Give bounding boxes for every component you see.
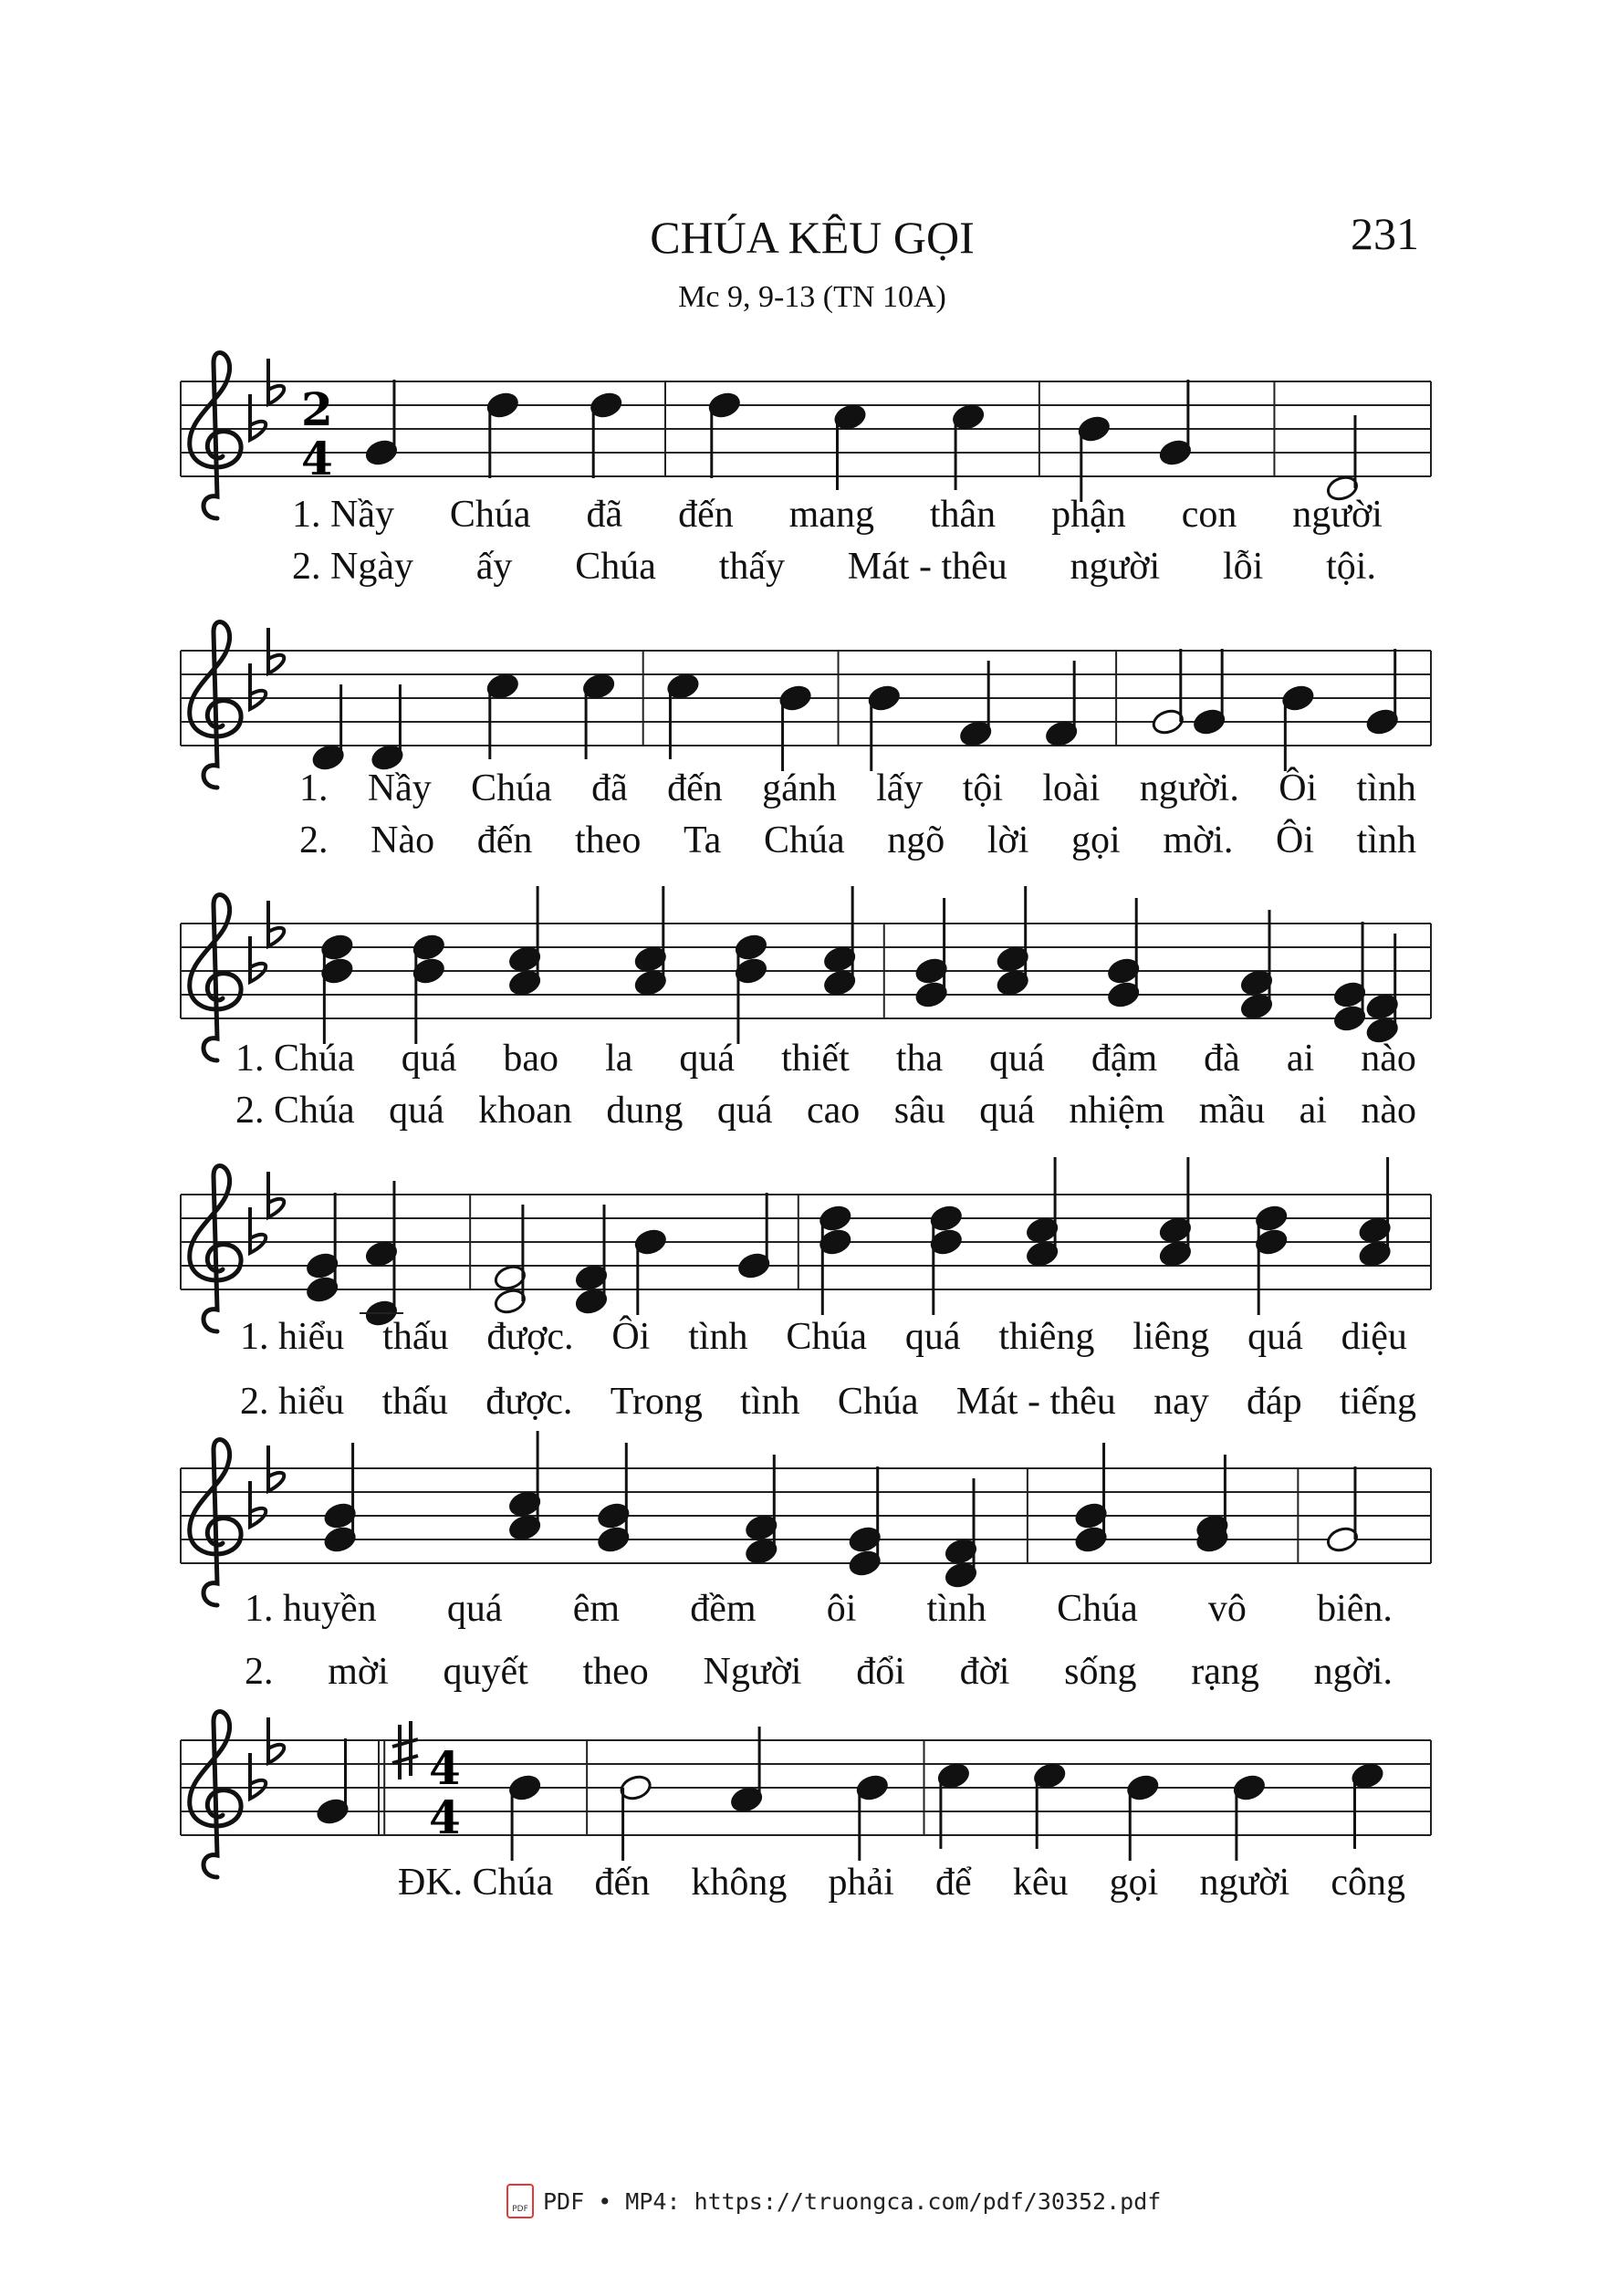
lyric-word: 2. Ngày [292, 546, 413, 588]
lyric-line [235, 1037, 1416, 1080]
lyric-word: gánh [762, 767, 837, 809]
lyric-word: diệu [1341, 1316, 1407, 1358]
lyric-word: quá [679, 1038, 736, 1080]
lyric-word: tình [926, 1588, 986, 1630]
lyric-word: mang [788, 494, 874, 536]
lyric-word: kêu [1012, 1862, 1069, 1904]
lyric-word: nào [1361, 1090, 1416, 1132]
lyric-word: ĐK. Chúa [398, 1862, 554, 1904]
lyric-word: quá [716, 1090, 773, 1132]
lyric-word: thấu [382, 1316, 449, 1358]
lyric-word: quá [446, 1588, 503, 1630]
lyric-word: 2. Chúa [235, 1090, 355, 1132]
lyric-word: tình [1356, 819, 1416, 861]
lyric-word: lỗi [1223, 546, 1264, 588]
lyric-word: không [691, 1862, 788, 1904]
lyric-word: ai [1299, 1090, 1327, 1132]
lyric-word: Ôi [1279, 767, 1318, 809]
lyric-word: rạng [1191, 1651, 1259, 1693]
lyric-word: Chúa [471, 767, 552, 809]
time-signature: 2 [301, 382, 333, 436]
lyric-word: quá [904, 1316, 961, 1358]
lyric-line [398, 1861, 1405, 1905]
lyric-word: lời [986, 819, 1029, 861]
sharp-icon [392, 1721, 418, 1779]
lyric-word: Nào [371, 819, 435, 861]
lyric-word: tội [962, 767, 1004, 809]
lyric-word: thiết [781, 1038, 850, 1080]
lyric-word: loài [1042, 767, 1101, 809]
lyric-word: Ôi [611, 1316, 651, 1358]
lyric-word: 1. Chúa [235, 1038, 355, 1080]
lyric-word: Người [703, 1651, 802, 1693]
lyric-word: tội. [1326, 546, 1376, 588]
lyric-word: nhiệm [1069, 1090, 1165, 1132]
treble-clef-icon [190, 894, 241, 1060]
lyric-word: sâu [893, 1090, 945, 1132]
lyric-word: phận [1051, 494, 1126, 536]
lyric-word: quá [389, 1090, 444, 1132]
flat-icon [250, 663, 266, 709]
lyric-line [245, 1650, 1393, 1694]
lyric-word: Ta [683, 819, 722, 861]
lyric-word: mời [328, 1651, 389, 1693]
lyric-word: 2. [245, 1651, 274, 1693]
lyric-word: tình [1356, 767, 1416, 809]
lyric-word: nay [1153, 1381, 1209, 1423]
song-subtitle: Mc 9, 9-13 (TN 10A) [678, 280, 946, 314]
lyric-word: đềm [690, 1588, 757, 1630]
lyric-word: tiếng [1340, 1381, 1416, 1423]
lyric-word: 1. hiểu [240, 1316, 345, 1358]
flat-icon [250, 1207, 266, 1253]
lyric-line [292, 493, 1383, 537]
flat-icon [250, 936, 266, 982]
lyric-word: quá [401, 1038, 457, 1080]
lyric-word: la [605, 1038, 633, 1080]
lyric-word: người [1199, 1862, 1290, 1904]
lyric-word: sống [1064, 1651, 1137, 1693]
lyric-word: 2. [299, 819, 329, 861]
lyric-line [292, 545, 1376, 589]
lyric-word: theo [575, 819, 642, 861]
treble-clef-icon [190, 352, 241, 518]
lyric-word: đáp [1247, 1381, 1302, 1423]
lyric-word: cao [806, 1090, 861, 1132]
lyric-word: Trong [610, 1381, 703, 1423]
lyric-word: Mát - thêu [847, 546, 1007, 588]
lyric-word: gọi [1071, 819, 1121, 861]
lyric-word: quá [1247, 1316, 1303, 1358]
lyric-word: con [1181, 494, 1237, 536]
time-signature: 4 [429, 1741, 461, 1795]
lyric-word: êm [572, 1588, 620, 1630]
lyric-word: Chúa [1057, 1588, 1138, 1630]
lyric-word: đến [667, 767, 723, 809]
time-signature: 4 [301, 432, 333, 485]
lyric-word: đã [591, 767, 628, 809]
lyric-word: Chúa [786, 1316, 868, 1358]
lyric-word: dung [606, 1090, 684, 1132]
lyric-word: thiêng [998, 1316, 1095, 1358]
lyric-word: mầu [1198, 1090, 1266, 1132]
lyric-word: người. [1139, 767, 1239, 809]
lyric-word: gọi [1109, 1862, 1159, 1904]
lyric-word: thân [929, 494, 997, 536]
lyric-line [245, 1587, 1393, 1631]
lyric-word: quá [979, 1090, 1035, 1132]
lyric-word: quá [989, 1038, 1045, 1080]
lyric-word: khoan [478, 1090, 572, 1132]
lyric-word: ấy [475, 546, 513, 588]
lyric-word: Nầy [367, 767, 432, 809]
lyric-word: mời. [1163, 819, 1234, 861]
lyric-word: tình [740, 1381, 800, 1423]
flat-icon [250, 394, 266, 440]
footer [506, 2184, 1161, 2218]
lyric-word: đến [594, 1862, 651, 1904]
treble-clef-icon [190, 1711, 241, 1877]
lyric-word: đến [476, 819, 533, 861]
lyric-word: người [1292, 494, 1383, 536]
lyric-word: tha [895, 1038, 944, 1080]
lyric-word: đổi [856, 1651, 905, 1693]
lyric-word: biên. [1317, 1588, 1393, 1630]
lyric-word: nào [1361, 1038, 1416, 1080]
lyric-word: công [1331, 1862, 1405, 1904]
lyric-word: để [934, 1862, 972, 1904]
time-signature: 4 [429, 1790, 461, 1844]
lyric-word: vô [1207, 1588, 1247, 1630]
lyric-word: ôi [826, 1588, 857, 1630]
lyric-word: 1. [299, 767, 329, 809]
lyric-word: lấy [876, 767, 924, 809]
lyric-word: đời [959, 1651, 1010, 1693]
pdf-icon[interactable]: PDF [506, 2184, 534, 2218]
lyric-word: quyết [443, 1651, 528, 1693]
lyric-word: người [1070, 546, 1161, 588]
lyric-word: ngời. [1313, 1651, 1393, 1693]
lyric-word: thấu [381, 1381, 448, 1423]
lyric-line [240, 1315, 1407, 1359]
lyric-line [235, 1089, 1416, 1132]
lyric-line [299, 819, 1416, 862]
lyric-line [240, 1380, 1416, 1424]
lyric-word: 2. hiểu [240, 1381, 345, 1423]
lyric-word: Ôi [1276, 819, 1315, 861]
lyric-word: đậm [1091, 1038, 1158, 1080]
lyric-word: đã [586, 494, 623, 536]
lyric-word: đến [678, 494, 734, 536]
page-number: 231 [1351, 208, 1419, 259]
lyric-word: tình [688, 1316, 748, 1358]
lyric-word: được. [486, 1316, 574, 1358]
footer-link[interactable]: PDF • MP4: https://truongca.com/pdf/30352.pdf [543, 2187, 1162, 2215]
lyric-word: ai [1286, 1038, 1315, 1080]
lyric-word: ngõ [887, 819, 945, 861]
treble-clef-icon [190, 1165, 241, 1331]
lyric-line [299, 767, 1416, 810]
lyric-word: Chúa [575, 546, 656, 588]
lyric-word: bao [503, 1038, 559, 1080]
lyric-word: thấy [718, 546, 785, 588]
flat-icon [250, 1753, 266, 1799]
treble-clef-icon [190, 1439, 241, 1605]
lyric-word: Chúa [763, 819, 845, 861]
lyric-word: Chúa [449, 494, 531, 536]
lyric-word: Mát - thêu [955, 1381, 1116, 1423]
lyric-word: phải [828, 1862, 894, 1904]
treble-clef-icon [190, 621, 241, 788]
flat-icon [250, 1481, 266, 1527]
lyric-word: Chúa [837, 1381, 919, 1423]
lyric-word: được. [485, 1381, 573, 1423]
lyric-word: 1. Nầy [292, 494, 394, 536]
lyric-word: liêng [1133, 1316, 1210, 1358]
song-title: CHÚA KÊU GỌI [650, 212, 975, 263]
lyric-word: 1. huyền [245, 1588, 377, 1630]
lyric-word: đà [1204, 1038, 1240, 1080]
lyric-word: theo [582, 1651, 649, 1693]
